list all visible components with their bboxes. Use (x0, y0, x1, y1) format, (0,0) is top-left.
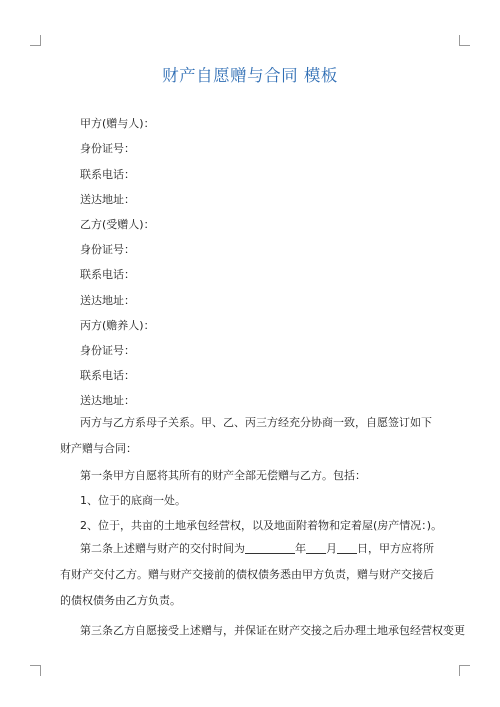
intro-paragraph: 丙方与乙方系母子关系。甲、乙、丙三方经充分协商一致，自愿签订如下财产赠与合同： (60, 416, 432, 455)
party-b-address: 送达地址： (80, 294, 135, 307)
party-b-label: 乙方(受赠人)： (80, 218, 155, 231)
day-blank (337, 542, 357, 554)
clause-3: 第三条乙方自愿接受上述赠与，并保证在财产交接之后办理土地承包经营权变更 (80, 624, 465, 637)
party-c-phone: 联系电话： (80, 369, 135, 382)
party-a-label: 甲方(赠与人)： (80, 117, 155, 130)
party-a-address: 送达地址： (80, 193, 135, 206)
party-b-id: 身份证号： (80, 243, 135, 256)
clause-1-item-2: 2、位于，共亩的土地承包经营权，以及地面附着物和定着屋(房产情况：)。 (80, 519, 443, 532)
clause-2-year: 年 (295, 542, 306, 555)
party-b-phone: 联系电话： (80, 268, 135, 281)
clause-2-text-start: 第二条上述赠与财产的交付时间为 (80, 542, 245, 555)
clause-2 (60, 536, 440, 614)
party-c-id: 身份证号： (80, 344, 135, 357)
party-a-id: 身份证号： (80, 142, 135, 155)
clause-1-item-1: 1、位于的底商一处。 (80, 494, 186, 507)
crop-mark-bottom-right (459, 665, 470, 676)
crop-mark-bottom-left (30, 665, 41, 676)
party-a-phone: 联系电话： (80, 168, 135, 181)
clause-2-month: 月 (326, 542, 337, 555)
document-title: 财产自愿赠与合同 模板 (162, 66, 338, 85)
clause-2-text-end: 日，甲方应将所有财产交付乙方。赠与财产交接前的债权债务悉由甲方负责，赠与财产交接后的债权债务由乙方负责。 (60, 542, 434, 607)
year-blank (245, 542, 295, 554)
month-blank (306, 542, 326, 554)
crop-mark-top-left (30, 35, 41, 46)
party-c-address: 送达地址： (80, 394, 135, 407)
clause-1: 第一条甲方自愿将其所有的财产全部无偿赠与乙方。包括： (80, 469, 366, 482)
crop-mark-top-right (459, 35, 470, 46)
party-c-label: 丙方(赡养人)： (80, 319, 155, 332)
